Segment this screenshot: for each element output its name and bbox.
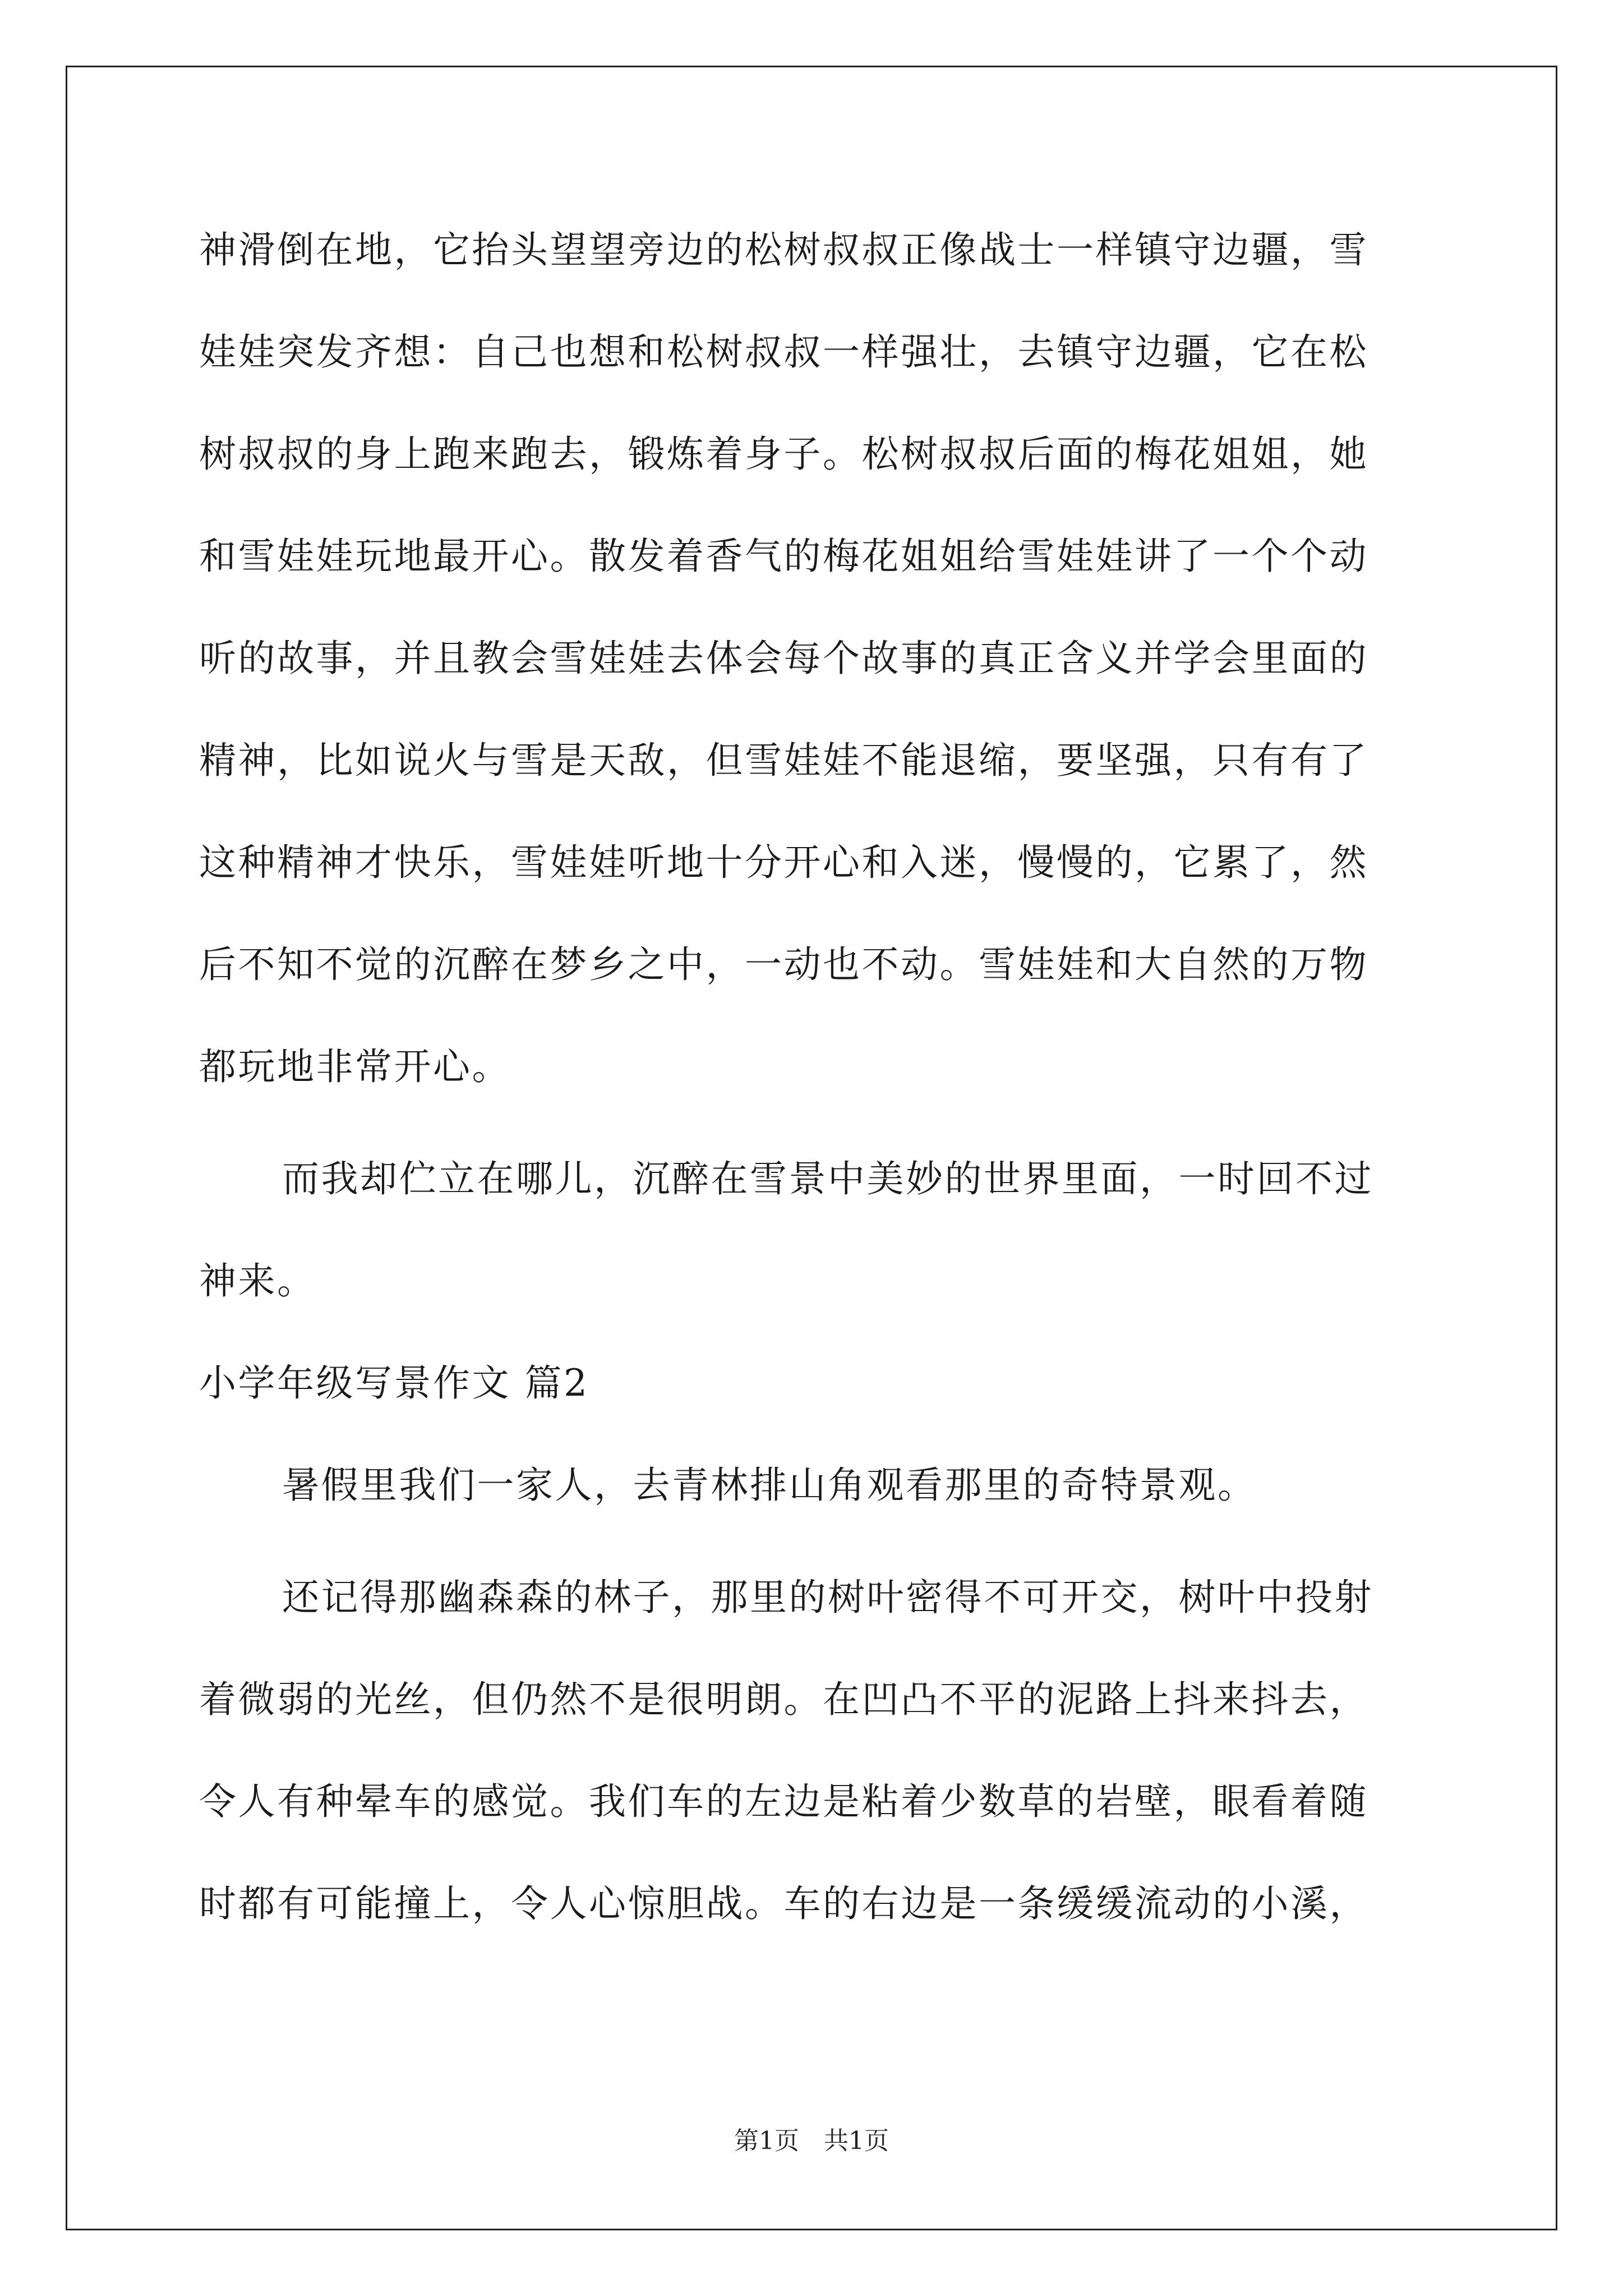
text-line: 暑假里我们一家人，去青林排山角观看那里的奇特景观。 [282,1464,1257,1507]
text-line: 还记得那幽森森的林子，那里的树叶密得不可开交，树叶中投射 [282,1576,1373,1619]
text-line: 和雪娃娃玩地最开心。散发着香气的梅花姐姐给雪娃娃讲了一个个动 [199,535,1368,578]
page-number: 第1页 共1页 [734,2127,889,2155]
text-line: 都玩地非常开心。 [199,1045,511,1088]
text-line: 令人有种晕车的感觉。我们车的左边是粘着少数草的岩壁，眼看着随 [199,1780,1368,1823]
text-line: 树叔叔的身上跑来跑去，锻炼着身子。松树叔叔后面的梅花姐姐，她 [199,432,1368,476]
text-line: 听的故事，并且教会雪娃娃去体会每个故事的真正含义并学会里面的 [199,637,1368,680]
text-line: 神滑倒在地，它抬头望望旁边的松树叔叔正像战士一样镇守边疆，雪 [199,228,1368,272]
document-body [199,199,1424,1955]
paragraph-4 [199,1547,1424,1955]
paragraph-1 [199,199,1424,1118]
paragraph-2 [199,1128,1424,1332]
text-line: 精神，比如说火与雪是天敌，但雪娃娃不能退缩，要坚强，只有有了 [199,739,1368,782]
text-line: 娃娃突发齐想：自己也想和松树叔叔一样强壮，去镇守边疆，它在松 [199,330,1368,374]
text-line: 这种精神才快乐，雪娃娃听地十分开心和入迷，慢慢的，它累了，然 [199,841,1368,884]
text-line: 着微弱的光丝，但仍然不是很明朗。在凹凸不平的泥路上抖来抖去， [199,1678,1368,1721]
text-line: 而我却伫立在哪儿，沉醉在雪景中美妙的世界里面，一时回不过 [282,1157,1373,1200]
section-heading: 小学年级写景作文 篇2 [199,1361,589,1405]
text-line: 神来。 [199,1259,316,1303]
paragraph-3 [199,1434,1424,1536]
text-line: 时都有可能撞上，令人心惊胆战。车的右边是一条缓缓流动的小溪， [199,1882,1368,1925]
text-line: 后不知不觉的沉醉在梦乡之中，一动也不动。雪娃娃和大自然的万物 [199,943,1368,986]
